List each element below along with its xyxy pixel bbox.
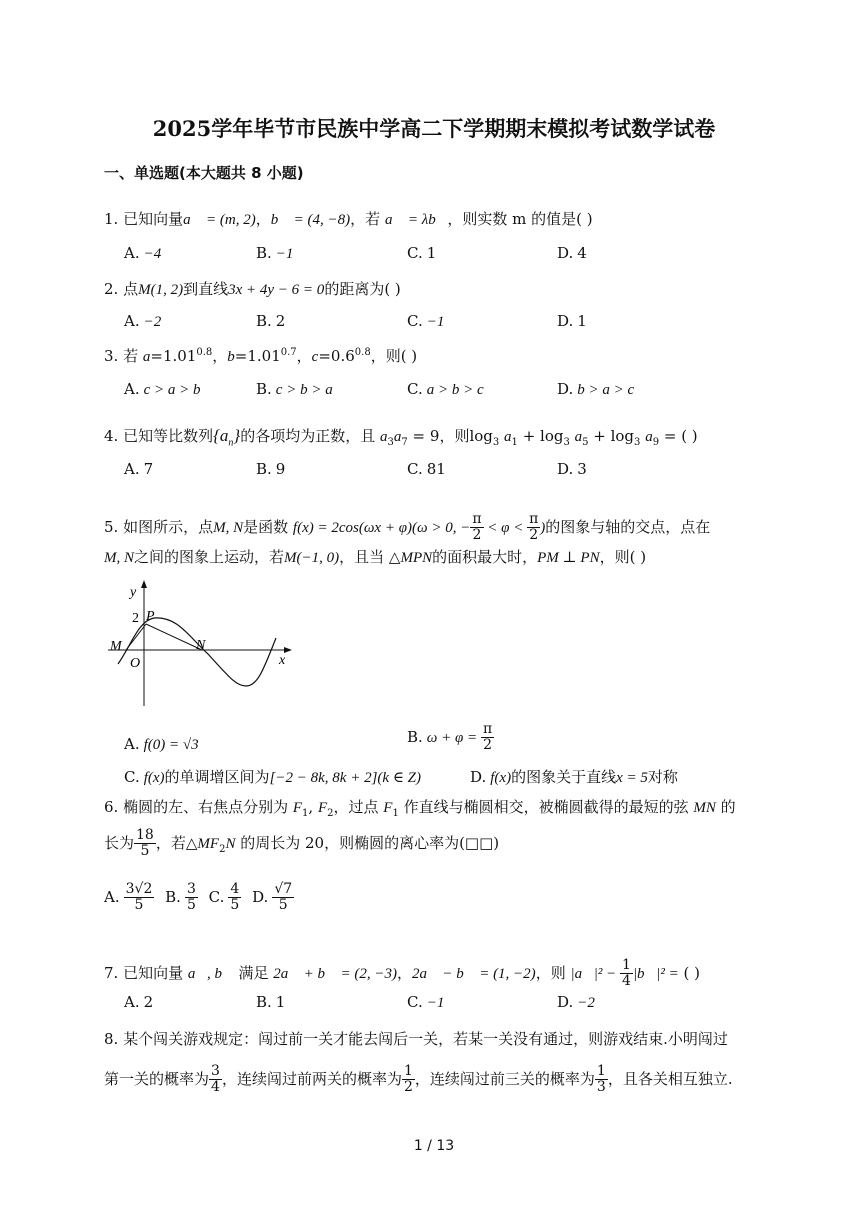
question-4: 4. 已知等比数列$\{a_n\}$的各项均为正数，且 $a_3a_7 = 9$，则$\log_3 a_1 + \log_3 a_5 + \log_3 a_9$ = ( )	[104, 426, 698, 449]
option-6D[interactable]: D. $\frac{√7}{5}$	[252, 881, 293, 914]
segment-pn	[146, 624, 202, 650]
option-4D[interactable]: D. 3	[557, 460, 587, 478]
option-5A[interactable]: A. f(0) = √3	[124, 735, 199, 753]
option-6B[interactable]: B. $\frac{3}{5}$	[165, 881, 196, 914]
label-n: N	[196, 638, 206, 653]
fraction-1-4: $\frac{1}{4}$	[622, 957, 631, 990]
label-2: 2	[132, 611, 139, 626]
question-number: 7.	[104, 963, 124, 982]
label-o: O	[130, 656, 141, 671]
option-5D[interactable]: D. f(x)的图象关于直线x = 5对称	[470, 768, 678, 786]
segment-mp	[126, 624, 146, 650]
fraction-pi-2: $\frac{\pi}{2}$	[482, 721, 493, 754]
question-8-line2: 第一关的概率为 $\frac{3}{4}$ ，连续闯过前两关的概率为 $\frac{1}{2}$ ，连续闯过前三关的概率为 $\frac{1}{3}$ ，且各关相互独立.	[104, 1063, 733, 1096]
option-7D[interactable]: D. −2	[557, 993, 595, 1011]
option-1A[interactable]: A. −4	[124, 244, 162, 262]
fraction-pi-2: $\frac{\pi}{2}$	[529, 511, 539, 544]
option-4C[interactable]: C. 81	[407, 460, 446, 478]
question-8: 8. 某个闯关游戏规定：闯过前一关才能去闯后一关，若某一关没有通过，则游戏结束.小明闯过	[104, 1030, 728, 1048]
option-4A[interactable]: A. 7	[124, 460, 154, 478]
option-5B[interactable]: B. ω + φ = $\frac{\pi}{2}$	[407, 721, 493, 754]
option-2A[interactable]: A. −2	[124, 312, 162, 330]
y-axis-arrow	[141, 580, 147, 588]
question-number: 8.	[104, 1030, 124, 1048]
question-3: 3. 若 $a=1.01^{0.8}$，$b=1.01^{0.7}$，$c=0.6^{0.8}$，则( )	[104, 347, 418, 365]
option-4B[interactable]: B. 9	[256, 460, 286, 478]
option-3A[interactable]: A. c > a > b	[124, 380, 201, 398]
q6-options	[104, 882, 294, 914]
question-number: 1.	[104, 210, 124, 228]
option-7C[interactable]: C. −1	[407, 993, 445, 1011]
option-5C[interactable]: C. f(x)的单调增区间为[−2 − 8k, 8k + 2](k ∈ Z)	[124, 768, 422, 786]
option-1D[interactable]: D. 4	[557, 244, 587, 262]
question-number: 4.	[104, 427, 124, 445]
label-p: P	[146, 609, 155, 624]
question-6-line2: 长为 $\frac{18}{5}$ ，若$\triangle MF_2N$ 的周长为 20，则椭圆的离心率为(□□)	[104, 827, 500, 860]
label-x: x	[279, 653, 286, 668]
page-number: 1 / 13	[413, 1138, 455, 1154]
option-3C[interactable]: C. a > b > c	[407, 380, 484, 398]
question-number: 5.	[104, 517, 124, 536]
option-7B[interactable]: B. 1	[256, 993, 286, 1011]
section-heading: 一、单选题(本大题共 8 小题)	[104, 164, 304, 182]
option-1B[interactable]: B. −1	[256, 244, 294, 262]
option-2C[interactable]: C. −1	[407, 312, 445, 330]
option-2D[interactable]: D. 1	[557, 312, 587, 330]
sine-graph	[108, 578, 298, 708]
question-number: 6.	[104, 798, 124, 816]
question-5-line2: M, N之间的图象上运动，若M(−1, 0)，且当 △MPN的面积最大时，PM ⊥ PN，则( )	[104, 548, 647, 566]
option-3D[interactable]: D. b > a > c	[557, 380, 635, 398]
question-7: 7. 已知向量 a⃗, b⃗ 满足 2a⃗ + b⃗ = (2, −3)，2a⃗ − b⃗ = (1, −2)，则 |a⃗|² − $\frac{1}{4}$ |b⃗|² = ( )	[104, 957, 700, 990]
option-6A[interactable]: A. $\frac{3√2}{5}$	[104, 881, 153, 914]
label-y: y	[130, 585, 137, 600]
option-6C[interactable]: C. $\frac{4}{5}$	[208, 881, 240, 914]
label-m: M	[110, 639, 122, 654]
question-number: 3.	[104, 347, 124, 365]
option-7A[interactable]: A. 2	[124, 993, 154, 1011]
fraction-pi-2: $\frac{\pi}{2}$	[472, 511, 482, 544]
question-number: 2.	[104, 280, 124, 298]
option-1C[interactable]: C. 1	[407, 244, 437, 262]
page-title: 2025学年毕节市民族中学高二下学期期末模拟考试数学试卷	[152, 116, 716, 141]
question-5: 5. 如图所示，点M, N是函数 f(x) = 2cos(ωx + φ)(ω > 0, − $\frac{\pi}{2}$ < φ < $\frac{\pi}{2}$ )的图象与轴的交点，点在	[104, 511, 711, 544]
option-3B[interactable]: B. c > b > a	[256, 380, 333, 398]
option-2B[interactable]: B. 2	[256, 312, 286, 330]
fraction-18-5: $\frac{18}{5}$	[136, 827, 154, 860]
question-6: 6. 椭圆的左、右焦点分别为 $F_1$, $F_2$，过点 $F_1$ 作直线与椭圆相交，被椭圆截得的最短的弦 MN 的	[104, 798, 736, 819]
question-2: 2. 点M(1, 2)到直线3x + 4y − 6 = 0的距离为( )	[104, 280, 401, 298]
question-1: 1. 已知向量a⃗ = (m, 2)，b⃗ = (4, −8)，若 a⃗ = λb⃗，则实数 m 的值是( )	[104, 210, 593, 228]
